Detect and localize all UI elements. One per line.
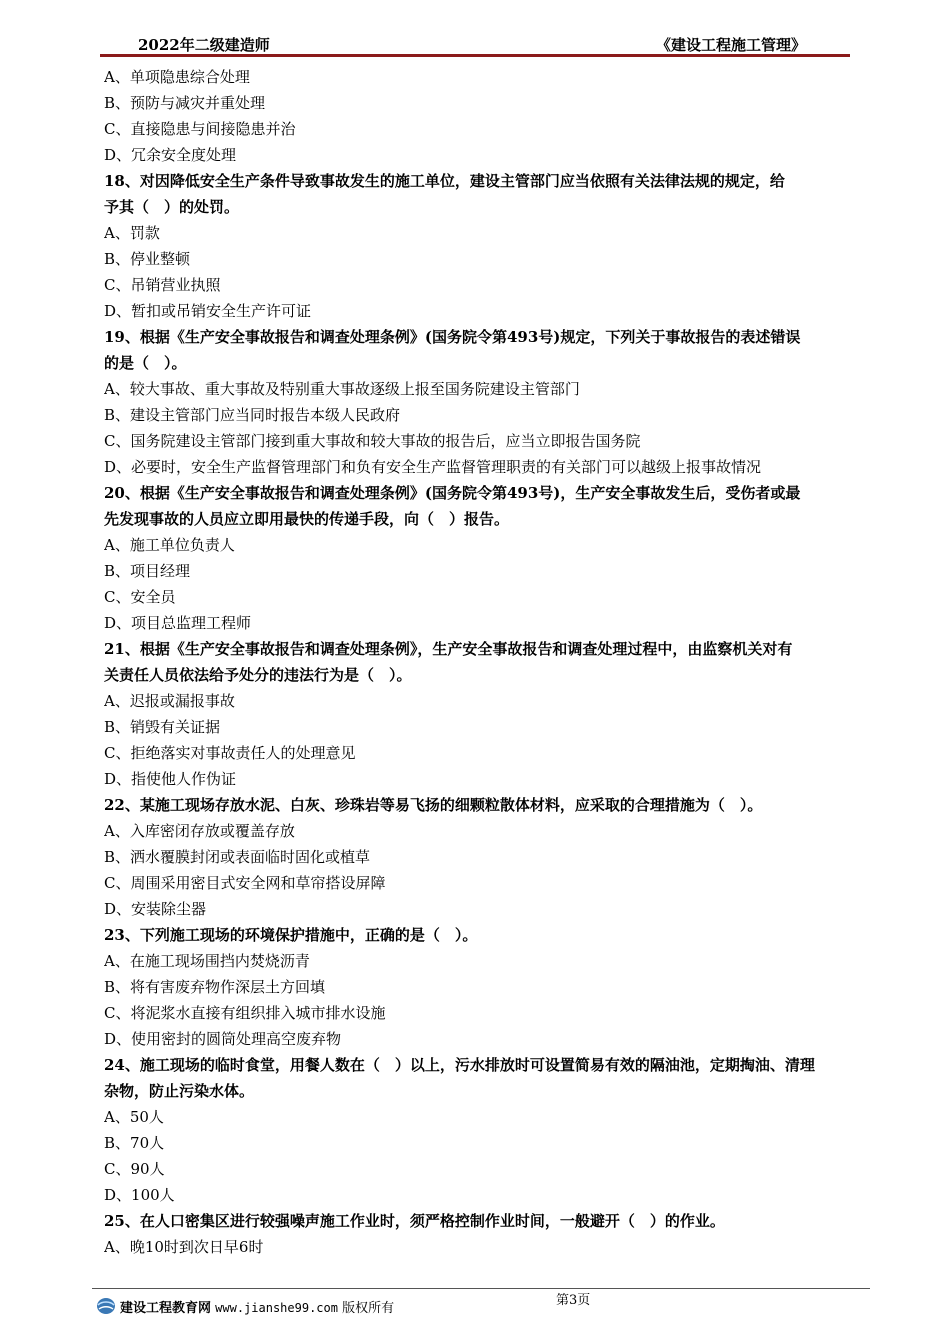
option-line: A、入库密闭存放或覆盖存放 [104, 822, 295, 840]
option-line: C、周围采用密目式安全网和草帘搭设屏障 [104, 874, 386, 892]
question-line: 18、对因降低安全生产条件导致事故发生的施工单位，建设主管部门应当依照有关法律法规的规定，给 [104, 172, 785, 190]
footer-brand: 建设工程教育网 [120, 1301, 212, 1316]
question-content [104, 64, 852, 1260]
question-line: 的是（ ）。 [104, 354, 187, 372]
question-line: 予其（ ）的处罚。 [104, 198, 240, 216]
question-line: 25、在人口密集区进行较强噪声施工作业时，须严格控制作业时间，一般避开（ ）的作业。 [104, 1212, 725, 1230]
question-line: 20、根据《生产安全事故报告和调查处理条例》(国务院令第493号)，生产安全事故发生后，受伤者或最 [104, 484, 801, 502]
header-subject-title: 《建设工程施工管理》 [655, 36, 806, 54]
option-line: A、在施工现场围挡内焚烧沥青 [104, 952, 310, 970]
option-line: A、施工单位负责人 [104, 536, 235, 554]
option-line: D、冗余安全度处理 [104, 146, 237, 164]
question-line: 关责任人员依法给予处分的违法行为是（ ）。 [104, 666, 412, 684]
footer-url[interactable]: www.jianshe99.com [215, 1301, 338, 1315]
option-line: C、将泥浆水直接有组织排入城市排水设施 [104, 1004, 386, 1022]
option-line: B、将有害废弃物作深层土方回填 [104, 978, 326, 996]
question-line: 先发现事故的人员应立即用最快的传递手段，向（ ）报告。 [104, 510, 510, 528]
option-line: A、较大事故、重大事故及特别重大事故逐级上报至国务院建设主管部门 [104, 380, 580, 398]
option-line: C、吊销营业执照 [104, 276, 221, 294]
globe-logo-icon [96, 1297, 116, 1315]
footer-rule [92, 1288, 870, 1289]
option-line: A、单项隐患综合处理 [104, 68, 250, 86]
question-line: 21、根据《生产安全事故报告和调查处理条例》，生产安全事故报告和调查处理过程中，由监察机关对有 [104, 640, 793, 658]
question-line: 22、某施工现场存放水泥、白灰、珍珠岩等易飞扬的细颗粒散体材料，应采取的合理措施为（ ）。 [104, 796, 763, 814]
option-line: C、90人 [104, 1160, 165, 1178]
option-line: D、项目总监理工程师 [104, 614, 252, 632]
option-line: D、使用密封的圆筒处理高空废弃物 [104, 1030, 342, 1048]
question-line: 23、下列施工现场的环境保护措施中，正确的是（ ）。 [104, 926, 478, 944]
option-line: D、暂扣或吊销安全生产许可证 [104, 302, 312, 320]
option-line: B、70人 [104, 1134, 165, 1152]
question-line: 24、施工现场的临时食堂，用餐人数在（ ）以上，污水排放时可设置简易有效的隔油池，定期掏油、清理 [104, 1056, 815, 1074]
option-line: D、安装除尘器 [104, 900, 207, 918]
footer-credit [120, 1297, 394, 1316]
option-line: A、晚10时到次日早6时 [104, 1238, 264, 1256]
option-line: C、直接隐患与间接隐患并治 [104, 120, 296, 138]
question-line: 19、根据《生产安全事故报告和调查处理条例》(国务院令第493号)规定，下列关于事故报告的表述错误 [104, 328, 801, 346]
page-header [100, 30, 850, 54]
option-line: C、安全员 [104, 588, 176, 606]
option-line: B、停业整顿 [104, 250, 191, 268]
option-line: D、指使他人作伪证 [104, 770, 237, 788]
footer-rights: 版权所有 [342, 1301, 395, 1316]
option-line: A、迟报或漏报事故 [104, 692, 235, 710]
option-line: D、100人 [104, 1186, 175, 1204]
option-line: B、建设主管部门应当同时报告本级人民政府 [104, 406, 401, 424]
option-line: B、项目经理 [104, 562, 191, 580]
question-line: 杂物，防止污染水体。 [104, 1082, 255, 1100]
option-line: D、必要时，安全生产监督管理部门和负有安全生产监督管理职责的有关部门可以越级上报事故情况 [104, 458, 762, 476]
option-line: B、销毁有关证据 [104, 718, 221, 736]
option-line: B、预防与减灾并重处理 [104, 94, 266, 112]
option-line: B、洒水覆膜封闭或表面临时固化或植草 [104, 848, 371, 866]
option-line: C、拒绝落实对事故责任人的处理意见 [104, 744, 356, 762]
header-exam-title: 2022年二级建造师 [138, 36, 270, 54]
option-line: A、罚款 [104, 224, 160, 242]
option-line: A、50人 [104, 1108, 164, 1126]
option-line: C、国务院建设主管部门接到重大事故和较大事故的报告后，应当立即报告国务院 [104, 432, 641, 450]
header-rule [100, 54, 850, 57]
page-number: 第3页 [556, 1293, 591, 1308]
